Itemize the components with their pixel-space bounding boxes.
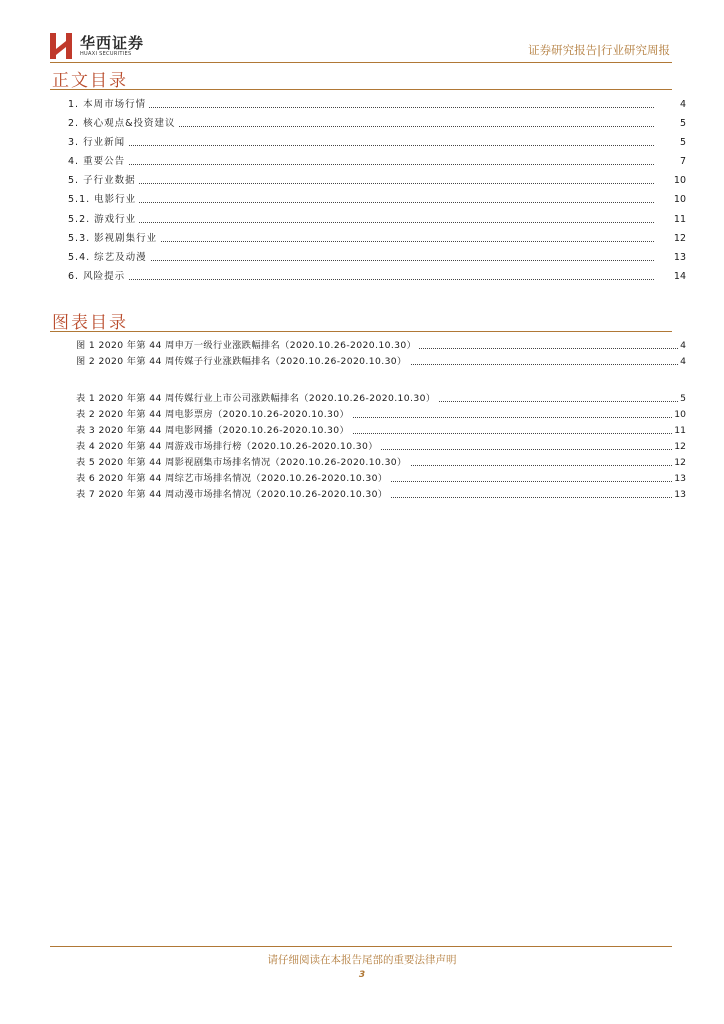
toc-item-page: 10 (670, 171, 686, 190)
huaxi-logo-icon (50, 33, 72, 59)
table-item-label: 表 5 2020 年第 44 周影视剧集市场排名情况（2020.10.26-2020.10.30） (76, 455, 410, 471)
report-type-label: 证券研究报告|行业研究周报 (528, 43, 670, 57)
table-item-page: 5 (679, 391, 686, 407)
toc-item[interactable] (68, 114, 688, 133)
toc-item-label: 3. 行业新闻 (68, 133, 128, 152)
table-item-label: 表 1 2020 年第 44 周传媒行业上市公司涨跌幅排名（2020.10.26-2020.10.30） (76, 391, 438, 407)
table-item[interactable] (76, 471, 686, 487)
figure-item[interactable] (76, 338, 686, 354)
toc-item-label: 5.3. 影视剧集行业 (68, 229, 160, 248)
toc-item[interactable] (68, 190, 688, 209)
toc-item-label: 1. 本周市场行情 (68, 95, 149, 114)
table-item-page: 12 (673, 455, 686, 471)
table-item-page: 11 (673, 423, 686, 439)
table-of-contents (68, 95, 688, 286)
toc-item-label: 5.2. 游戏行业 (68, 210, 139, 229)
toc-item-page: 7 (676, 152, 686, 171)
logo-chinese-text: 华西证券 (80, 34, 145, 52)
table-list (76, 391, 686, 503)
toc-item[interactable] (68, 95, 688, 114)
figure-item-label: 图 2 2020 年第 44 周传媒子行业涨跌幅排名（2020.10.26-2020.10.30） (76, 354, 410, 370)
footer-divider (50, 946, 672, 947)
table-item[interactable] (76, 423, 686, 439)
table-item[interactable] (76, 407, 686, 423)
table-item-label: 表 6 2020 年第 44 周综艺市场排名情况（2020.10.26-2020.10.30） (76, 471, 390, 487)
figure-item-page: 4 (679, 354, 686, 370)
figure-item-page: 4 (679, 338, 686, 354)
table-item[interactable] (76, 391, 686, 407)
table-item[interactable] (76, 439, 686, 455)
toc-item-label: 5.4. 综艺及动漫 (68, 248, 150, 267)
toc-item-label: 5.1. 电影行业 (68, 190, 139, 209)
header-divider (50, 62, 672, 63)
table-item[interactable] (76, 487, 686, 503)
table-item-page: 13 (673, 487, 686, 503)
figure-item[interactable] (76, 354, 686, 370)
toc-item[interactable] (68, 133, 688, 152)
toc-item-label: 6. 风险提示 (68, 267, 128, 286)
page-header (50, 30, 672, 64)
table-item-label: 表 2 2020 年第 44 周电影票房（2020.10.26-2020.10.30） (76, 407, 352, 423)
logo-english-text: HUAXI SECURITIES (80, 51, 132, 57)
figures-title: 图表目录 (52, 313, 128, 333)
toc-item-label: 5. 子行业数据 (68, 171, 139, 190)
figure-list (76, 338, 686, 370)
toc-item[interactable] (68, 210, 688, 229)
toc-item[interactable] (68, 229, 688, 248)
table-item-page: 13 (673, 471, 686, 487)
page-number: 3 (358, 970, 366, 980)
toc-item-page: 5 (676, 133, 686, 152)
company-logo (50, 30, 160, 64)
table-item-label: 表 7 2020 年第 44 周动漫市场排名情况（2020.10.26-2020.10.30） (76, 487, 390, 503)
table-item-page: 10 (673, 407, 686, 423)
toc-item-page: 12 (670, 229, 686, 248)
figures-title-underline (50, 331, 672, 332)
toc-item[interactable] (68, 152, 688, 171)
toc-item[interactable] (68, 248, 688, 267)
toc-item-label: 4. 重要公告 (68, 152, 128, 171)
legal-disclaimer: 请仔细阅读在本报告尾部的重要法律声明 (267, 954, 457, 966)
table-item-label: 表 4 2020 年第 44 周游戏市场排行榜（2020.10.26-2020.10.30） (76, 439, 381, 455)
table-item[interactable] (76, 455, 686, 471)
toc-item-page: 4 (676, 95, 686, 114)
table-item-label: 表 3 2020 年第 44 周电影网播（2020.10.26-2020.10.30） (76, 423, 352, 439)
toc-item-label: 2. 核心观点&投资建议 (68, 114, 179, 133)
figure-item-label: 图 1 2020 年第 44 周申万一级行业涨跌幅排名（2020.10.26-2020.10.30） (76, 338, 419, 354)
toc-item-page: 13 (670, 248, 686, 267)
toc-item-page: 14 (670, 267, 686, 286)
toc-item-page: 5 (676, 114, 686, 133)
toc-item[interactable] (68, 171, 688, 190)
toc-title: 正文目录 (52, 71, 128, 91)
toc-item-page: 11 (670, 210, 686, 229)
toc-item[interactable] (68, 267, 688, 286)
table-item-page: 12 (673, 439, 686, 455)
toc-title-underline (50, 89, 672, 90)
toc-item-page: 10 (670, 190, 686, 209)
